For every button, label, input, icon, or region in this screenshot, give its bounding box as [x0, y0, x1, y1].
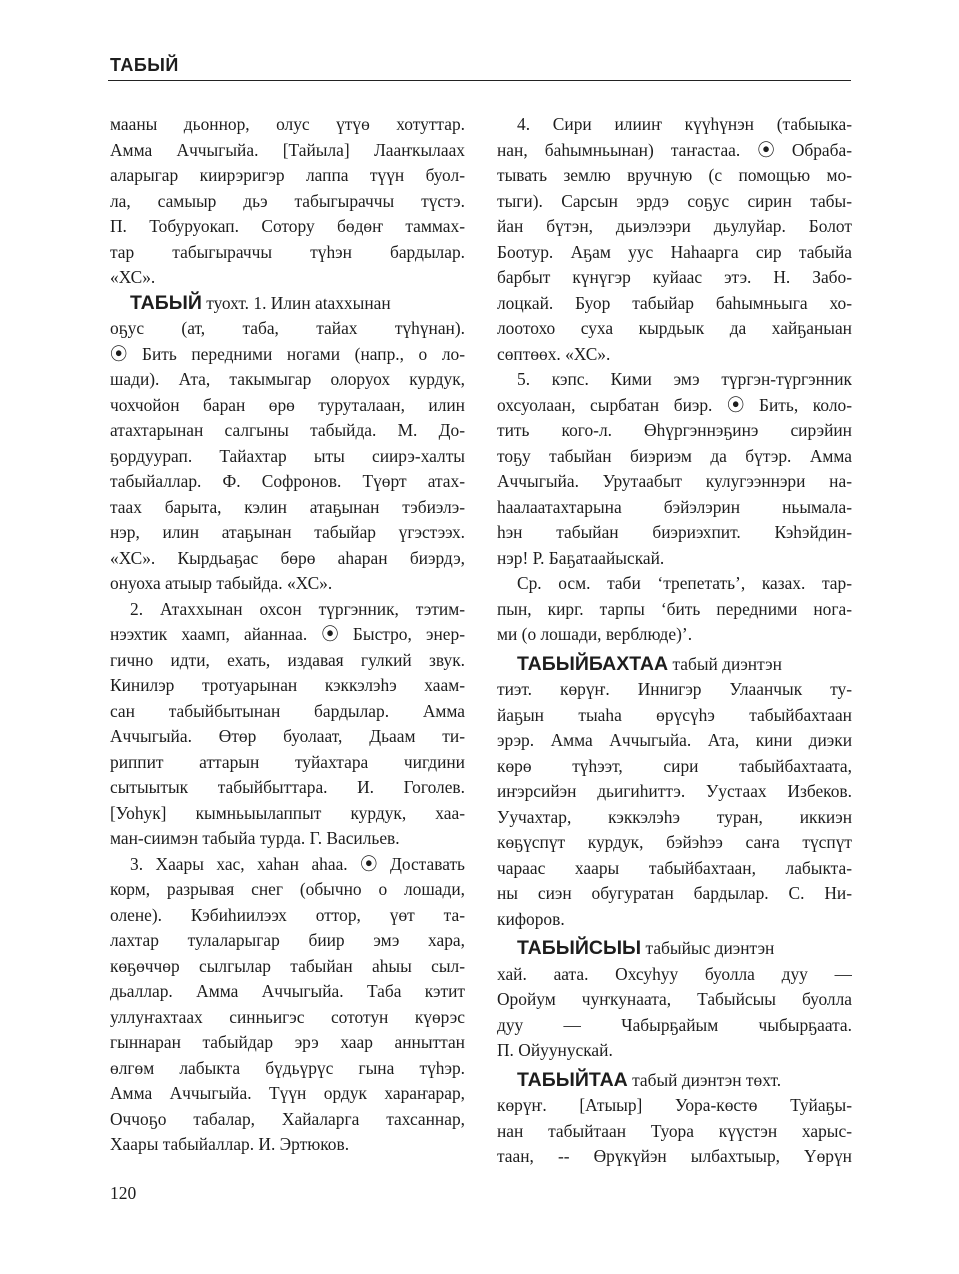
page-number: 120 [110, 1183, 137, 1203]
text-line: нэр, илин атаҕынан табыйар үгэстээх. [110, 522, 465, 542]
text-line: көҕүспүт курдук, бэйэһээ саҥа түспүт [497, 832, 852, 852]
text-line: Амма Аччыгыйа. Түүн ордук хараҥарар, [110, 1083, 465, 1103]
entry-tabyitaa [497, 1068, 852, 1170]
text-line: аларыгар киирэригэр лаппа түүн буол- [110, 165, 465, 185]
text-line: тывать землю вручную (с помощью мо- [497, 165, 852, 185]
text-run: туохт. 1. Илин ataххынан [201, 292, 391, 313]
text-line: тиэт. көрүҥ. Иннигэр Улаанчык ту- [497, 679, 852, 699]
text-line: көрүҥ. [Атыыр] Уора-көстө Туйаҕы- [497, 1095, 852, 1115]
text-line: хай. аата. Охсуһуу буолла дуу — [497, 963, 852, 984]
text-line: сан табыйбытынан бардылар. Амма [110, 700, 465, 721]
text-line: сытыытык табыйбыттара. И. Гоголев. [110, 777, 465, 797]
entry-tabyisyy [497, 936, 852, 1064]
text-line: кифоров. [497, 908, 565, 929]
text-line: таан, -- Өрүкүйэн ылбахтыыр, Үөрүн [497, 1146, 852, 1166]
text-line: йаҕын тыаһа өрүсүһэ табыйбахтаан [497, 704, 852, 725]
text-line: охсуолаан, сырбатан биэр. ⦿ Бить, коло- [497, 394, 852, 415]
headword: ТАБЫЙТАА [517, 1068, 628, 1091]
text-line: ман-сиимэн табыйа турда. Г. Васильев. [110, 828, 400, 848]
text-run: табый диэнтэн төхт. [627, 1069, 782, 1090]
text-line: сөптөөх. «ХС». [497, 343, 611, 364]
text-line: мааны дьоннор, олус үтүө хотуттар. [110, 114, 465, 134]
text-line: атахтарынан салгыны табыйда. М. До- [110, 420, 465, 440]
continuation-paragraph [110, 112, 465, 291]
text-line: ⦿ Бить передними ногами (напр., о ло- [110, 343, 465, 364]
entry-first-line [110, 291, 465, 317]
text-line: лахтар тулаларыгар биир эмэ хара, [110, 930, 465, 950]
text-line: шади). Ата, такымыгар олоруох курдук, [110, 369, 465, 389]
text-line: «ХС». Кырдьаҕас бөрө аһаран биэрдэ, [110, 547, 465, 568]
text-line: нан табыйтаан Туора күүстэн харыс- [497, 1120, 852, 1141]
text-line: риппит аттарын туйахтара чигдини [110, 751, 465, 772]
text-line: корм, разрывая снег (обычно о лошади, [110, 879, 465, 899]
text-line: 5. кэпс. Кими эмэ түргэн-түргэнник [517, 369, 852, 389]
text-line: гыннаран табыйдар эрэ хаар анныттан [110, 1032, 465, 1052]
entry-first-line [497, 1068, 852, 1094]
text-line: 2. Атаххынан охсон түргэнник, тэтим- [130, 598, 465, 619]
text-line: өлгөм лабыкта бүдьүрүс гына түһэр. [110, 1057, 465, 1078]
header-rule [108, 80, 851, 81]
text-line: таах барыта, кэлин атаҕынан тэбиэлэ- [110, 496, 465, 517]
text-run: табыйыс диэнтэн [641, 938, 775, 958]
text-line: Оччоҕо табалар, Хайаларга тахсаннар, [110, 1108, 465, 1129]
text-line: гично идти, ехать, издавая гулкий звук. [110, 649, 465, 670]
text-line: табыйаллар. Ф. Софронов. Түөрт атах- [110, 471, 465, 491]
text-line: Боотур. Аҕам уус Наһаарга сир табыйа [497, 241, 852, 262]
entry-tabyibakhtaa [497, 652, 852, 933]
text-line: нээхтик хаамп, айаннаа. ⦿ Быстро, энер- [110, 624, 465, 644]
headword: ТАБЫЙСЫЫ [517, 937, 642, 959]
text-line: «ХС». [110, 267, 156, 287]
text-line: олене). Кэбиһиилээх оттор, үөт та- [110, 904, 465, 925]
left-column [110, 112, 465, 1158]
text-line: оҕус (ат, таба, тайах түһүнан). [110, 318, 465, 338]
text-line: тар табыгыраччы түһэн бардылар. [110, 241, 465, 262]
text-line: нан, баһымньынан) таҥастаа. ⦿ Обраба- [497, 139, 852, 160]
text-line: П. Ойуунускай. [497, 1040, 613, 1060]
text-line: дуу — Чабырҕайым чыбырҕаата. [497, 1014, 852, 1035]
text-line: Хаары табыйаллар. И. Эртюков. [110, 1134, 350, 1154]
sense-5 [497, 367, 852, 571]
text-line: нэр! Р. Баҕатаайыскай. [497, 547, 665, 568]
text-line: дьаллар. Амма Аччыгыйа. Таба кэтит [110, 981, 465, 1001]
running-head: ТАБЫЙ [110, 55, 179, 75]
text-line: П. Тобуруокап. Сотору бөдөҥ таммах- [110, 216, 465, 236]
text-line: [Уоһук] кымньыылаппыт курдук, хаа- [110, 802, 465, 823]
text-line: Аччыгыйа. Урутаабыт кулугээннэри на- [497, 471, 852, 491]
text-line: ла, самыыр дьэ табыгыраччы түстэ. [110, 190, 465, 211]
text-line: тоҕу табыйан биэриэм да бүтэр. Амма [497, 445, 852, 466]
text-line: чохчойон баран өрө туруталаан, илин [110, 394, 465, 415]
text-run: табый диэнтэн [668, 653, 782, 674]
text-line: лоцкай. Буор табыйар баһымньыга хо- [497, 292, 852, 313]
text-line: ҕордуурап. Тайахтар ыты сиирэ-халты [110, 445, 465, 466]
text-line: Уучахтар, кэккэлэһэ туран, иккиэн [497, 806, 852, 827]
text-line: көҕөччөр сылгылар табыйан аһыы сыл- [110, 955, 465, 976]
text-line: 4. Сири илииҥ күүһүнэн (табыыка- [517, 114, 852, 134]
text-line: һэн табыйан биэриэхпит. Кэһэйдин- [497, 522, 852, 542]
headword: ТАБЫЙБАХТАА [517, 652, 669, 675]
text-line: барбыт күнүгэр куйаас этэ. Н. Забо- [497, 267, 852, 287]
text-line: 3. Хаары хас, хаһан аһаа. ⦿ Доставать [130, 853, 465, 874]
right-column [497, 112, 852, 1170]
text-line: тыги). Сарсын эрдэ соҕус сирин табы- [497, 190, 852, 211]
etymology [497, 571, 852, 648]
text-line: эрэр. Амма Аччыгыйа. Ата, кини диэки [497, 730, 852, 750]
entry-first-line [497, 652, 852, 678]
text-line: Ср. осм. таби ‘трепетать’, казах. тар- [517, 573, 852, 593]
text-line: иҥэрсийэн дьигиһиттэ. Уустаах Избеков. [497, 781, 852, 801]
text-line: онуоха атыыр табыйда. «ХС». [110, 573, 333, 593]
entry-first-line [497, 936, 852, 962]
text-line: пын, кирг. тарпы ‘бить передними нога- [497, 598, 852, 619]
headword: ТАБЫЙ [130, 291, 202, 314]
text-line: Кинилэр тротуарынан кэккэлэһэ хаам- [110, 675, 465, 695]
text-line: ны сиэн обугуратан бардылар. С. Ни- [497, 883, 852, 903]
text-line: һаалаатахтарына бэйэлэрин ньымала- [497, 496, 852, 517]
text-line: тить кого-л. Өһүргэннэҕинэ сирэйин [497, 420, 852, 440]
text-line: лоотохо суха кырдьык да хайҕаныан [497, 318, 852, 338]
text-line: йан бүтэн, дьиэлээри дьулуйар. Болот [497, 216, 852, 236]
text-line: чараас хаары табыйбахтаан, лабыкта- [497, 857, 852, 878]
text-line: көрө түһээт, сири табыйбахтаата, [497, 755, 852, 776]
sense-4 [497, 112, 852, 367]
text-line: уллуҥахтаах синньигэс сототун күөрэс [110, 1006, 465, 1027]
entry-tabyi [110, 291, 465, 1158]
text-line: Амма Аччыгыйа. [Тайыла] Лааҥкылаах [110, 139, 465, 160]
text-line: Оройум чуҥкунаата, Табыйсыы буолла [497, 989, 852, 1009]
text-line: ми (о лошади, верблюде)’. [497, 624, 693, 644]
text-line: Аччыгыйа. Өтөр буолаат, Дьаам ти- [110, 726, 465, 746]
